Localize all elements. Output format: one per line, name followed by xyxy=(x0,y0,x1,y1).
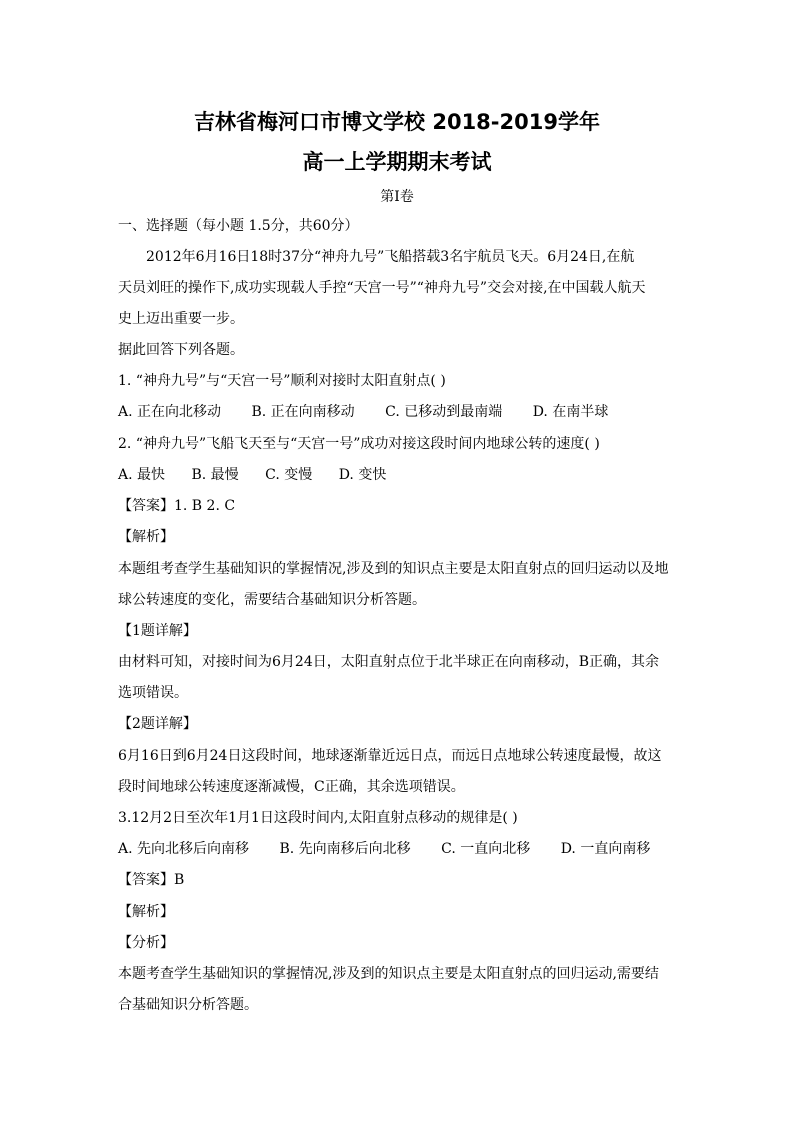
question-3-option-d: D. 一直向南移 xyxy=(560,841,651,857)
section-heading: 一、选择题（每小题 1.5分，共60分） xyxy=(118,218,359,234)
question-1-option-d: D. 在南半球 xyxy=(532,404,609,420)
question-1-option-a: A. 正在向北移动 xyxy=(118,404,222,420)
question-3-stem: 3.12月2日至次年1月1日这段时间内,太阳直射点移动的规律是( ) xyxy=(118,810,518,826)
analysis-3-line-2: 合基础知识分析答题。 xyxy=(118,997,258,1013)
detail-1-line-1: 由材料可知，对接时间为6月24日，太阳直射点位于北半球正在向南移动，B正确，其余 xyxy=(118,654,660,670)
answer-3-label: 【答案】B xyxy=(118,872,185,888)
document-title-line1: 吉林省梅河口市博文学校 2018-2019学年 xyxy=(194,110,600,134)
question-1-stem: 1. “神舟九号”与“天宫一号”顺利对接时太阳直射点( ) xyxy=(118,373,446,389)
analysis-1-label: 【解析】 xyxy=(118,529,174,545)
question-3-option-b: B. 先向南移后向北移 xyxy=(279,841,411,857)
detail-2-line-1: 6月16日到6月24日这段时间，地球逐渐靠近远日点，而远日点地球公转速度最慢，故这 xyxy=(118,748,662,764)
analysis-1-line-1: 本题组考查学生基础知识的掌握情况,涉及到的知识点主要是太阳直射点的回归运动以及地 xyxy=(118,561,669,577)
analysis-1-line-2: 球公转速度的变化，需要结合基础知识分析答题。 xyxy=(118,592,426,608)
question-2-option-c: C. 变慢 xyxy=(265,467,313,483)
question-2-option-a: A. 最快 xyxy=(118,467,166,483)
question-3-options xyxy=(118,839,650,859)
detail-1-label: 【1题详解】 xyxy=(118,623,197,639)
material-line-2: 天员刘旺的操作下,成功实现载人手控“天宫一号”“神舟九号”交会对接,在中国载人航天 xyxy=(118,280,646,296)
material-prompt: 据此回答下列各题。 xyxy=(118,342,244,358)
analysis-3-line-1: 本题考查学生基础知识的掌握情况,涉及到的知识点主要是太阳直射点的回归运动,需要结 xyxy=(118,966,659,982)
analysis-3-sub-label: 【分析】 xyxy=(118,935,174,951)
question-1-option-c: C. 已移动到最南端 xyxy=(385,404,503,420)
material-line-1: 2012年6月16日18时37分“神舟九号”飞船搭载3名宇航员飞天。6月24日,在航 xyxy=(146,249,635,265)
volume-label: 第Ⅰ卷 xyxy=(380,189,414,205)
question-1-options xyxy=(118,402,608,422)
answer-1-label: 【答案】1. B 2. C xyxy=(118,498,236,514)
question-2-options xyxy=(118,465,386,485)
analysis-3-label: 【解析】 xyxy=(118,904,174,920)
document-title-line2: 高一上学期期末考试 xyxy=(302,150,492,174)
question-3-option-c: C. 一直向北移 xyxy=(441,841,531,857)
detail-2-line-2: 段时间地球公转速度逐渐减慢，C正确，其余选项错误。 xyxy=(118,779,465,795)
question-3-option-a: A. 先向北移后向南移 xyxy=(118,841,250,857)
question-1-option-b: B. 正在向南移动 xyxy=(251,404,355,420)
detail-2-label: 【2题详解】 xyxy=(118,716,197,732)
question-2-stem: 2. “神舟九号”飞船飞天至与“天宫一号”成功对接这段时间内地球公转的速度( ) xyxy=(118,436,600,452)
material-line-3: 史上迈出重要一步。 xyxy=(118,311,244,327)
question-2-option-b: B. 最慢 xyxy=(191,467,239,483)
question-2-option-d: D. 变快 xyxy=(338,467,387,483)
detail-1-line-2: 选项错误。 xyxy=(118,685,188,701)
